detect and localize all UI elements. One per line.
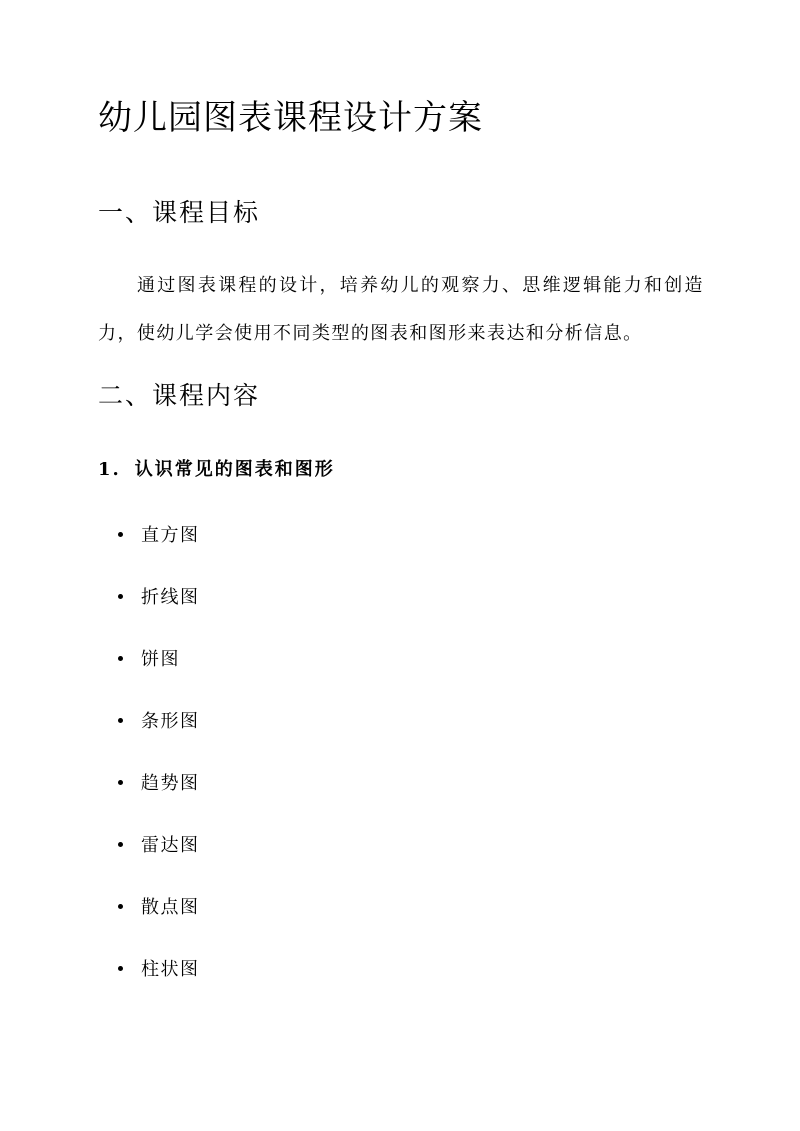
subsection-title: 认识常见的图表和图形 — [134, 459, 335, 480]
list-item — [118, 894, 200, 922]
bullet-icon — [118, 780, 123, 785]
list-item-label: 直方图 — [141, 525, 200, 546]
list-item — [118, 832, 200, 860]
list-item — [118, 770, 200, 798]
list-item — [118, 646, 180, 674]
subsection-number: 1. — [98, 459, 121, 480]
bullet-icon — [118, 718, 123, 723]
list-item — [118, 584, 200, 612]
list-item-label: 柱状图 — [141, 959, 200, 980]
section-heading-goals: 一、课程目标 — [98, 198, 261, 227]
bullet-icon — [118, 532, 123, 537]
list-item — [118, 522, 200, 550]
bullet-icon — [118, 966, 123, 971]
list-item-label: 散点图 — [141, 897, 200, 918]
list-item-label: 折线图 — [141, 587, 200, 608]
list-item — [118, 956, 200, 984]
list-item-label: 条形图 — [141, 711, 200, 732]
list-item — [118, 708, 200, 736]
bullet-icon — [118, 904, 123, 909]
section-heading-content: 二、课程内容 — [98, 381, 261, 410]
bullet-icon — [118, 842, 123, 847]
page-title: 幼儿园图表课程设计方案 — [98, 98, 483, 138]
goals-paragraph: 通过图表课程的设计，培养幼儿的观察力、思维逻辑能力和创造力，使幼儿学会使用不同类型的图表和图形来表达和分析信息。 — [98, 275, 704, 344]
bullet-icon — [118, 594, 123, 599]
bullet-icon — [118, 656, 123, 661]
list-item-label: 雷达图 — [141, 835, 200, 856]
list-item-label: 饼图 — [141, 649, 180, 670]
list-item-label: 趋势图 — [141, 773, 200, 794]
subsection-heading — [98, 456, 335, 484]
